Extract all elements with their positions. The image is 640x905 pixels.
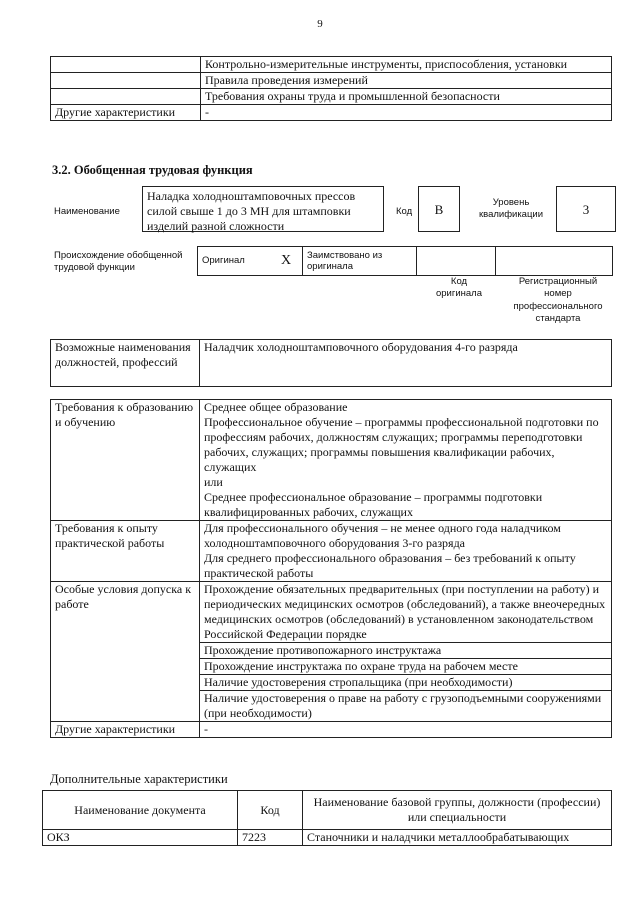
education-label: Требования к образованию и обучению (51, 400, 200, 521)
experience-line: Для профессионального обучения – не менее одного года наладчиком холодноштамповочного оборудования 3-го разряда (204, 521, 561, 550)
origin-label: Происхождение обобщенной трудовой функции (54, 250, 183, 274)
table-row (51, 57, 612, 73)
positions-value: Наладчик холодноштамповочного оборудования 4-го разряда (200, 340, 612, 387)
experience-label: Требования к опыту практической работы (51, 521, 200, 582)
education-line: или (204, 475, 223, 489)
name-label: Наименование (54, 206, 120, 217)
table-row (51, 582, 612, 722)
table-row (51, 340, 612, 387)
education-line: Профессиональное обучение – программы профессиональной подготовки по профессиям рабочих, должностям служащих; программы переподготовки рабочих, служащих; программы повышения квалификации рабочих, служащих (204, 415, 599, 474)
other-characteristics-label: Другие характеристики (51, 722, 200, 738)
row-value: Контрольно-измерительные инструменты, приспособления, установки (201, 57, 612, 73)
special-conditions-label: Особые условия допуска к работе (51, 582, 200, 722)
table-row (51, 105, 612, 121)
special-condition-line: Наличие удостоверения стропальщика (при необходимости) (200, 674, 611, 690)
qualification-level-box: 3 (556, 186, 616, 232)
qualification-level-label: Уровень квалификации (478, 197, 544, 221)
reg-number-label: Регистрационный номер профессионального стандарта (513, 276, 603, 325)
row-label (51, 57, 201, 73)
education-value (200, 400, 612, 521)
additional-heading: Дополнительные характеристики (50, 772, 228, 786)
knowledge-table (50, 56, 612, 121)
education-line: Среднее профессиональное образование – программы подготовки квалифицированных рабочих, служащих (204, 490, 543, 519)
table-header-row (43, 791, 612, 830)
special-condition-line: Прохождение обязательных предварительных (при поступлении на работу) и периодических медицинских осмотров (обследований), а также внеочередных медицинских осмотров (обследований) в установленном законодательством Российской Федерации порядке (204, 582, 606, 641)
table-cell: Станочники и наладчики металлообрабатывающих (303, 830, 612, 846)
reg-number-cell (496, 247, 613, 276)
experience-line: Для среднего профессионального образования – без требований к опыту практической работы (204, 551, 576, 580)
table-row (51, 722, 612, 738)
table-row (198, 247, 613, 276)
other-characteristics-value: - (200, 722, 612, 738)
row-value: Правила проведения измерений (201, 73, 612, 89)
additional-table (42, 790, 612, 846)
special-condition-line: Наличие удостоверения о праве на работу с грузоподъемными сооружениями (при необходимости) (200, 690, 611, 721)
positions-label: Возможные наименования должностей, профессий (51, 340, 200, 387)
special-condition-line: Прохождение инструктажа по охране труда на рабочем месте (200, 658, 611, 674)
row-value: - (201, 105, 612, 121)
page-number: 9 (317, 18, 323, 30)
section-heading: 3.2. Обобщенная трудовая функция (52, 163, 253, 177)
special-condition-line: Прохождение противопожарного инструктажа (200, 642, 611, 658)
table-cell: 7223 (238, 830, 303, 846)
requirements-table (50, 399, 612, 738)
origin-table (197, 246, 613, 276)
original-mark: X (270, 247, 303, 276)
table-row (51, 89, 612, 105)
borrowed-label: Заимствовано из оригинала (303, 247, 417, 276)
row-label (51, 73, 201, 89)
positions-table (50, 339, 612, 387)
table-row (51, 73, 612, 89)
experience-value (200, 521, 612, 582)
function-name-box: Наладка холодноштамповочных прессов силой свыше 1 до 3 МН для штамповки изделий разной сложности (142, 186, 384, 232)
column-header: Наименование документа (43, 791, 238, 830)
column-header: Код (238, 791, 303, 830)
special-conditions-value (200, 582, 612, 722)
orig-code-cell (417, 247, 496, 276)
code-label: Код (396, 206, 413, 217)
table-cell: ОКЗ (43, 830, 238, 846)
row-value: Требования охраны труда и промышленной безопасности (201, 89, 612, 105)
row-label (51, 89, 201, 105)
table-row (51, 521, 612, 582)
function-code-box: В (418, 186, 460, 232)
column-header: Наименование базовой группы, должности (профессии) или специальности (303, 791, 612, 830)
original-label: Оригинал (198, 247, 271, 276)
table-row (43, 830, 612, 846)
table-row (51, 400, 612, 521)
education-line: Среднее общее образование (204, 400, 348, 414)
row-label: Другие характеристики (51, 105, 201, 121)
orig-code-label: Код оригинала (435, 276, 482, 300)
